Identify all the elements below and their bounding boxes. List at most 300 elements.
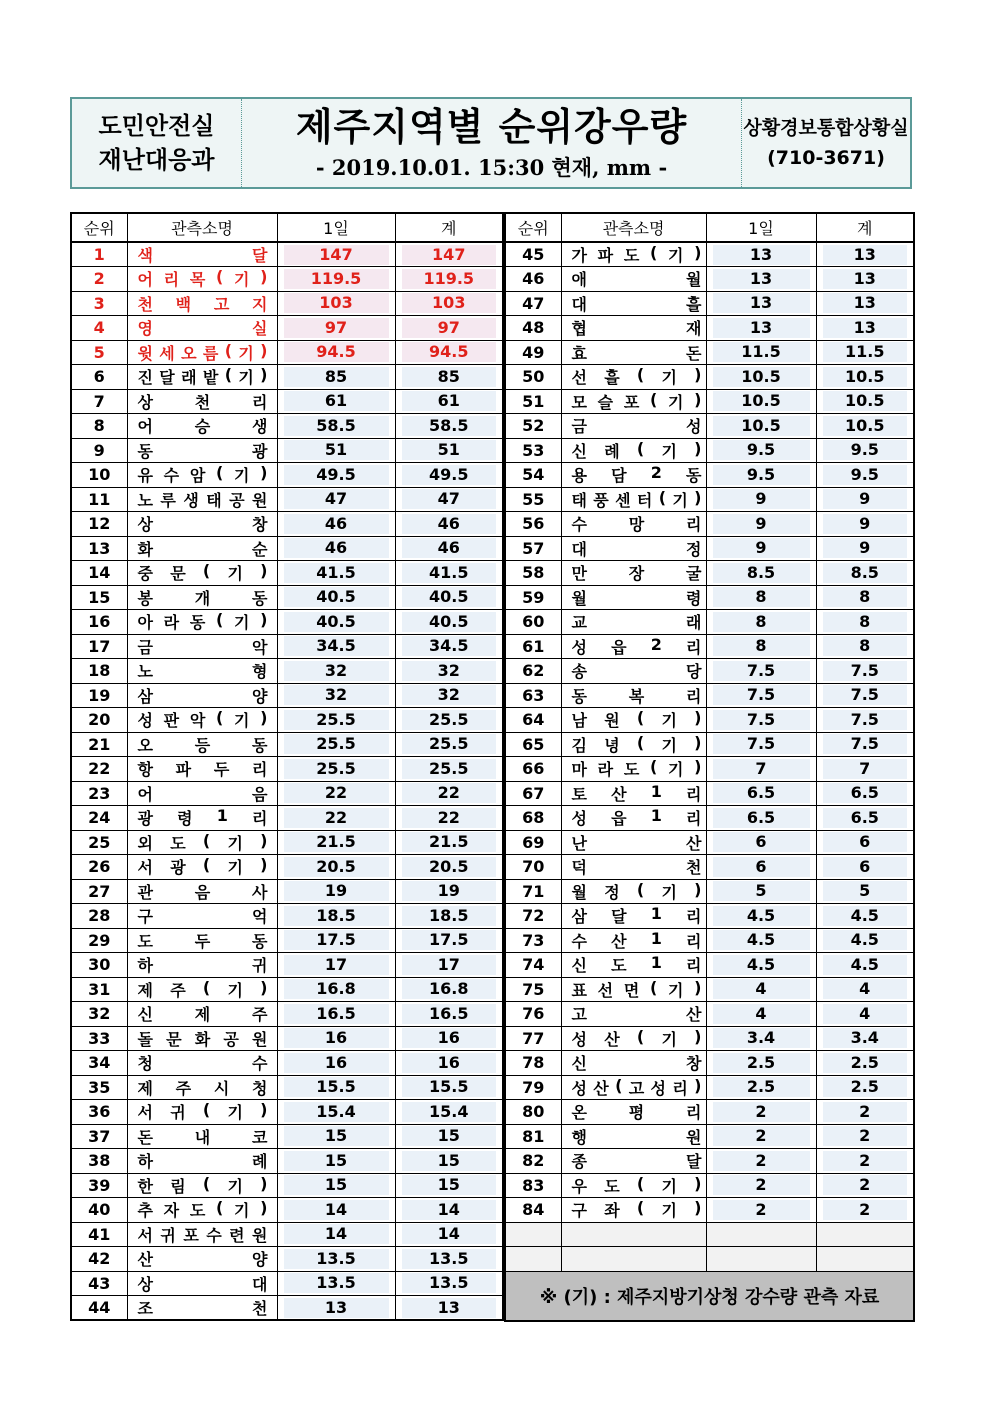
rank-cell: 78 — [505, 1051, 561, 1076]
day1-value: 5 — [713, 881, 810, 901]
station-name-cell — [561, 806, 706, 831]
day1-cell — [706, 683, 816, 708]
station-name: 협 재 — [571, 319, 702, 339]
table-row — [505, 463, 914, 488]
total-cell — [816, 610, 914, 635]
col-total-header: 계 — [816, 213, 914, 242]
station-name: 서 광 ( 기 ) — [137, 855, 268, 878]
station-name-cell — [127, 414, 277, 439]
total-cell — [816, 708, 914, 733]
day1-cell — [706, 1051, 816, 1076]
station-name-cell — [561, 781, 706, 806]
total-cell — [395, 732, 503, 757]
table-row — [71, 438, 503, 463]
table-row — [71, 634, 503, 659]
total-value: 2.5 — [823, 1053, 908, 1073]
station-name: 동 광 — [137, 441, 268, 461]
rank-cell: 7 — [71, 389, 127, 414]
rank-cell: 61 — [505, 634, 561, 659]
station-name-cell — [561, 438, 706, 463]
day1-value: 4.5 — [713, 955, 810, 975]
total-cell — [816, 487, 914, 512]
station-name: 남 원 ( 기 ) — [571, 708, 702, 731]
day1-cell — [706, 1026, 816, 1051]
day1-cell — [277, 953, 395, 978]
day1-cell — [277, 365, 395, 390]
station-name: 구 좌 ( 기 ) — [571, 1198, 702, 1221]
day1-value: 40.5 — [284, 612, 389, 632]
total-value: 9.5 — [823, 440, 908, 460]
station-name: 월 정 ( 기 ) — [571, 879, 702, 902]
station-name: 노 루 생 태 공 원 — [137, 490, 268, 510]
total-value: 51 — [402, 440, 497, 460]
empty-cell — [561, 1222, 706, 1247]
day1-cell — [706, 1002, 816, 1027]
day1-value: 2.5 — [713, 1053, 810, 1073]
total-cell — [816, 634, 914, 659]
station-name: 상 대 — [137, 1274, 268, 1294]
rank-cell: 83 — [505, 1173, 561, 1198]
total-cell — [395, 487, 503, 512]
day1-cell — [277, 1222, 395, 1247]
station-name-cell — [561, 1026, 706, 1051]
station-name-cell — [127, 1149, 277, 1174]
station-name-cell — [127, 1222, 277, 1247]
station-name-cell — [561, 1002, 706, 1027]
day1-cell — [277, 487, 395, 512]
table-row — [71, 1002, 503, 1027]
total-cell — [395, 781, 503, 806]
total-value: 4.5 — [823, 906, 908, 926]
table-header-row — [505, 213, 914, 242]
table-row — [71, 561, 503, 586]
station-name-cell — [127, 267, 277, 292]
station-name: 아 라 동 ( 기 ) — [137, 610, 268, 633]
rank-cell: 31 — [71, 977, 127, 1002]
day1-value: 7.5 — [713, 734, 810, 754]
station-name: 성 산 ( 기 ) — [571, 1026, 702, 1049]
day1-cell — [706, 1149, 816, 1174]
station-name: 한 림 ( 기 ) — [137, 1173, 268, 1196]
day1-cell — [277, 267, 395, 292]
station-name-cell — [127, 781, 277, 806]
rank-cell: 71 — [505, 879, 561, 904]
table-row — [71, 1051, 503, 1076]
day1-cell — [277, 977, 395, 1002]
rank-cell: 14 — [71, 561, 127, 586]
total-value: 7.5 — [823, 734, 908, 754]
total-value: 13 — [823, 318, 908, 338]
station-name: 김 녕 ( 기 ) — [571, 732, 702, 755]
table-row — [71, 585, 503, 610]
total-cell — [395, 585, 503, 610]
day1-cell — [277, 928, 395, 953]
rank-cell: 56 — [505, 512, 561, 537]
total-cell — [816, 977, 914, 1002]
station-name-cell — [127, 389, 277, 414]
station-name: 삼 달 1 리 — [571, 904, 702, 927]
total-cell — [816, 1198, 914, 1223]
day1-cell — [706, 879, 816, 904]
day1-cell — [706, 1075, 816, 1100]
total-value: 32 — [402, 661, 497, 681]
total-value: 8.5 — [823, 563, 908, 583]
station-name: 어 음 — [137, 784, 268, 804]
station-name-cell — [127, 953, 277, 978]
total-cell — [395, 365, 503, 390]
day1-value: 94.5 — [284, 342, 389, 362]
total-value: 16 — [402, 1028, 497, 1048]
table-row — [505, 561, 914, 586]
rank-cell: 1 — [71, 242, 127, 267]
station-name: 행 원 — [571, 1127, 702, 1147]
total-value: 7 — [823, 759, 908, 779]
day1-value: 2.5 — [713, 1077, 810, 1097]
table-row — [505, 389, 914, 414]
rank-cell: 34 — [71, 1051, 127, 1076]
rank-cell: 72 — [505, 904, 561, 929]
day1-value: 8.5 — [713, 563, 810, 583]
report-subtitle: - 2019.10.01. 15:30 현재, mm - — [315, 155, 668, 180]
empty-cell — [816, 1222, 914, 1247]
empty-cell — [505, 1247, 561, 1272]
table-row — [505, 683, 914, 708]
table-row — [505, 904, 914, 929]
table-row — [505, 438, 914, 463]
station-name-cell — [561, 928, 706, 953]
table-row — [71, 610, 503, 635]
station-name-cell — [561, 340, 706, 365]
total-value: 25.5 — [402, 734, 497, 754]
station-name: 토 산 1 리 — [571, 781, 702, 804]
total-value: 103 — [402, 293, 497, 313]
empty-cell — [816, 1247, 914, 1272]
day1-cell — [277, 781, 395, 806]
total-cell — [395, 438, 503, 463]
rank-cell: 44 — [71, 1296, 127, 1321]
total-cell — [816, 512, 914, 537]
total-cell — [816, 855, 914, 880]
table-row — [71, 1247, 503, 1272]
rank-cell: 82 — [505, 1149, 561, 1174]
total-value: 2 — [823, 1151, 908, 1171]
station-name-cell — [561, 1198, 706, 1223]
day1-cell — [706, 389, 816, 414]
day1-cell — [277, 830, 395, 855]
station-name-cell — [561, 463, 706, 488]
day1-value: 15 — [284, 1151, 389, 1171]
footnote: ※ (기) : 제주지방기상청 강수량 관측 자료 — [505, 1271, 914, 1321]
station-name: 종 달 — [571, 1152, 702, 1172]
station-name: 표 선 면 ( 기 ) — [571, 977, 702, 1000]
total-value: 13 — [823, 245, 908, 265]
day1-cell — [706, 855, 816, 880]
table-row — [71, 1100, 503, 1125]
station-name: 금 악 — [137, 637, 268, 657]
total-value: 13 — [402, 1298, 497, 1318]
day1-value: 11.5 — [713, 342, 810, 362]
total-cell — [395, 1296, 503, 1321]
rank-cell: 49 — [505, 340, 561, 365]
day1-cell — [706, 806, 816, 831]
total-cell — [395, 610, 503, 635]
rank-cell: 26 — [71, 855, 127, 880]
total-value: 47 — [402, 489, 497, 509]
total-cell — [395, 1100, 503, 1125]
rank-cell: 21 — [71, 732, 127, 757]
station-name-cell — [561, 1173, 706, 1198]
day1-value: 14 — [284, 1224, 389, 1244]
total-value: 9 — [823, 489, 908, 509]
total-cell — [395, 536, 503, 561]
station-name: 천 백 고 지 — [137, 294, 268, 314]
station-name-cell — [561, 634, 706, 659]
total-value: 13 — [823, 293, 908, 313]
table-row — [71, 683, 503, 708]
day1-cell — [706, 781, 816, 806]
rainfall-table-left — [70, 212, 504, 1321]
rank-cell: 8 — [71, 414, 127, 439]
total-value: 15 — [402, 1126, 497, 1146]
total-value: 46 — [402, 514, 497, 534]
day1-value: 41.5 — [284, 563, 389, 583]
day1-value: 4.5 — [713, 906, 810, 926]
rank-cell: 39 — [71, 1173, 127, 1198]
table-row — [71, 414, 503, 439]
station-name-cell — [561, 683, 706, 708]
station-name: 선 흘 ( 기 ) — [571, 365, 702, 388]
day1-cell — [277, 340, 395, 365]
rank-cell: 60 — [505, 610, 561, 635]
day1-value: 8 — [713, 636, 810, 656]
day1-value: 3.4 — [713, 1028, 810, 1048]
station-name: 수 산 1 리 — [571, 928, 702, 951]
table-row — [71, 242, 503, 267]
table-row — [505, 1100, 914, 1125]
report-title: 제주지역별 순위강우량 — [295, 105, 688, 149]
table-row — [505, 830, 914, 855]
table-row — [505, 928, 914, 953]
station-name-cell — [561, 512, 706, 537]
table-row — [505, 732, 914, 757]
day1-cell — [277, 904, 395, 929]
rank-cell: 11 — [71, 487, 127, 512]
table-row — [71, 1026, 503, 1051]
day1-value: 9 — [713, 538, 810, 558]
station-name-cell — [127, 806, 277, 831]
table-row — [505, 610, 914, 635]
total-cell — [395, 977, 503, 1002]
col-rank-header: 순위 — [71, 213, 127, 242]
rank-cell: 16 — [71, 610, 127, 635]
station-name-cell — [127, 977, 277, 1002]
total-cell — [395, 1222, 503, 1247]
day1-cell — [706, 365, 816, 390]
total-value: 7.5 — [823, 710, 908, 730]
table-row — [505, 1051, 914, 1076]
total-cell — [395, 904, 503, 929]
total-value: 9 — [823, 538, 908, 558]
total-value: 20.5 — [402, 857, 497, 877]
station-name-cell — [561, 610, 706, 635]
total-cell — [816, 389, 914, 414]
day1-value: 6.5 — [713, 783, 810, 803]
total-value: 25.5 — [402, 759, 497, 779]
total-cell — [395, 1051, 503, 1076]
table-row — [71, 1124, 503, 1149]
total-cell — [816, 1051, 914, 1076]
total-value: 22 — [402, 808, 497, 828]
table-row — [505, 781, 914, 806]
total-value: 13.5 — [402, 1273, 497, 1293]
total-value: 61 — [402, 391, 497, 411]
day1-cell — [277, 389, 395, 414]
table-row — [71, 806, 503, 831]
total-value: 32 — [402, 685, 497, 705]
rank-cell: 22 — [71, 757, 127, 782]
total-value: 25.5 — [402, 710, 497, 730]
station-name: 난 산 — [571, 833, 702, 853]
total-value: 9 — [823, 514, 908, 534]
rank-cell: 13 — [71, 536, 127, 561]
day1-cell — [706, 585, 816, 610]
station-name: 마 라 도 ( 기 ) — [571, 757, 702, 780]
rank-cell: 70 — [505, 855, 561, 880]
station-name-cell — [127, 732, 277, 757]
table-row — [71, 389, 503, 414]
day1-cell — [277, 610, 395, 635]
total-cell — [395, 757, 503, 782]
station-name-cell — [127, 879, 277, 904]
station-name-cell — [561, 1149, 706, 1174]
total-value: 10.5 — [823, 416, 908, 436]
station-name-cell — [127, 1100, 277, 1125]
total-cell — [816, 561, 914, 586]
day1-cell — [277, 1247, 395, 1272]
day1-value: 13 — [713, 318, 810, 338]
table-row — [505, 242, 914, 267]
total-value: 21.5 — [402, 832, 497, 852]
table-row — [71, 463, 503, 488]
col-rank-header: 순위 — [505, 213, 561, 242]
total-value: 15 — [402, 1175, 497, 1195]
col-station-header: 관측소명 — [127, 213, 277, 242]
total-cell — [816, 365, 914, 390]
station-name-cell — [561, 561, 706, 586]
day1-value: 40.5 — [284, 587, 389, 607]
day1-cell — [706, 463, 816, 488]
station-name: 만 장 굴 — [571, 564, 702, 584]
day1-cell — [277, 732, 395, 757]
day1-cell — [706, 977, 816, 1002]
day1-cell — [277, 1002, 395, 1027]
rank-cell: 25 — [71, 830, 127, 855]
rank-cell: 37 — [71, 1124, 127, 1149]
rank-cell: 84 — [505, 1198, 561, 1223]
station-name: 추 자 도 ( 기 ) — [137, 1198, 268, 1221]
day1-value: 16.8 — [284, 979, 389, 999]
station-name: 항 파 두 리 — [137, 760, 268, 780]
total-cell — [395, 879, 503, 904]
station-name: 태 풍 센 터 ( 기 ) — [571, 487, 702, 510]
rank-cell: 46 — [505, 267, 561, 292]
total-value: 4 — [823, 979, 908, 999]
station-name-cell — [127, 1075, 277, 1100]
table-row — [505, 291, 914, 316]
total-cell — [395, 463, 503, 488]
day1-value: 17.5 — [284, 930, 389, 950]
day1-cell — [277, 634, 395, 659]
station-name-cell — [127, 585, 277, 610]
total-value: 41.5 — [402, 563, 497, 583]
title-block — [242, 99, 742, 187]
total-cell — [816, 536, 914, 561]
rank-cell: 52 — [505, 414, 561, 439]
total-cell — [816, 463, 914, 488]
day1-value: 21.5 — [284, 832, 389, 852]
station-name: 고 산 — [571, 1005, 702, 1025]
station-name: 대 흘 — [571, 294, 702, 314]
rank-cell: 15 — [71, 585, 127, 610]
table-row — [505, 1124, 914, 1149]
total-cell — [816, 438, 914, 463]
rank-cell: 28 — [71, 904, 127, 929]
day1-value: 15 — [284, 1175, 389, 1195]
day1-cell — [706, 340, 816, 365]
day1-cell — [277, 1296, 395, 1321]
station-name-cell — [561, 536, 706, 561]
day1-cell — [706, 267, 816, 292]
rank-cell: 51 — [505, 389, 561, 414]
day1-value: 15.4 — [284, 1102, 389, 1122]
day1-value: 7.5 — [713, 661, 810, 681]
table-row — [505, 536, 914, 561]
day1-cell — [706, 610, 816, 635]
total-value: 16.5 — [402, 1004, 497, 1024]
station-name-cell — [561, 904, 706, 929]
table-row — [505, 634, 914, 659]
station-name-cell — [127, 830, 277, 855]
total-value: 16 — [402, 1053, 497, 1073]
rank-cell: 76 — [505, 1002, 561, 1027]
day1-value: 103 — [284, 293, 389, 313]
table-row — [71, 732, 503, 757]
total-cell — [395, 1002, 503, 1027]
table-row — [505, 340, 914, 365]
day1-cell — [277, 1075, 395, 1100]
day1-value: 19 — [284, 881, 389, 901]
day1-value: 22 — [284, 808, 389, 828]
rank-cell: 54 — [505, 463, 561, 488]
station-name: 신 도 1 리 — [571, 953, 702, 976]
rank-cell: 19 — [71, 683, 127, 708]
station-name: 봉 개 동 — [137, 588, 268, 608]
rank-cell: 57 — [505, 536, 561, 561]
total-value: 15.5 — [402, 1077, 497, 1097]
rank-cell: 43 — [71, 1271, 127, 1296]
total-value: 13 — [823, 269, 908, 289]
station-name: 월 령 — [571, 588, 702, 608]
day1-cell — [706, 487, 816, 512]
rank-cell: 4 — [71, 316, 127, 341]
total-cell — [816, 732, 914, 757]
day1-cell — [706, 928, 816, 953]
total-cell — [395, 953, 503, 978]
station-name-cell — [127, 340, 277, 365]
total-value: 22 — [402, 783, 497, 803]
table-row — [505, 757, 914, 782]
station-name-cell — [127, 1026, 277, 1051]
